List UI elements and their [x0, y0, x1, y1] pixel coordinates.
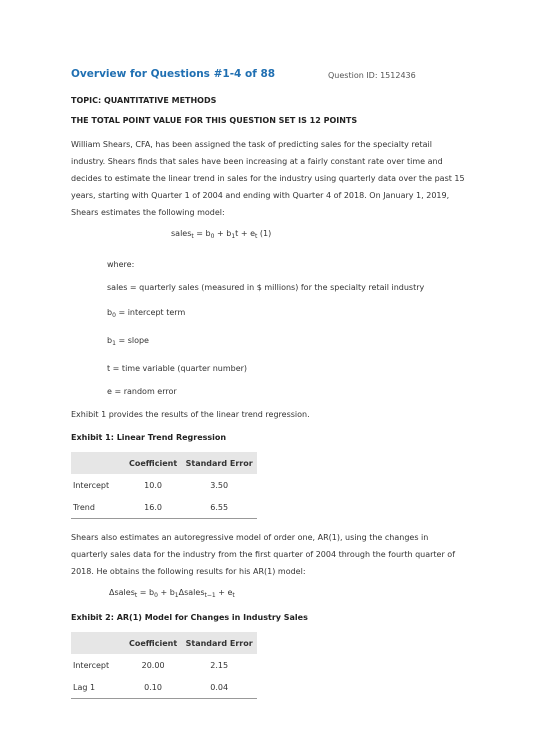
definition-e: e = random error: [107, 387, 177, 396]
exhibit1-table: [71, 452, 257, 519]
definition-b1: $b_1$ = slope: [107, 336, 149, 347]
intro-paragraph: William Shears, CFA, has been assigned the task of predicting sales for the specialty retail industry. Shears finds that sales have been increasing at a fairly constant rate over time and decides to estimate the linear trend in sales for the industry using quarterly data over the past 15 years, starting with Quarter 1 of 2004 and ending with Quarter 4 of 2018. On January 1, 2019, Shears estimates the following model:: [71, 140, 465, 217]
exhibit2-table: [71, 632, 257, 699]
header: [71, 0, 466, 96]
exhibit2-title: Exhibit 2: AR(1) Model for Changes in Industry Sales: [71, 613, 308, 622]
where-label: where:: [107, 260, 135, 269]
definition-t: t = time variable (quarter number): [107, 364, 248, 373]
points-heading: THE TOTAL POINT VALUE FOR THIS QUESTION SET IS 12 POINTS: [71, 116, 358, 125]
table-row: Lag 1 0.10 0.04: [71, 676, 257, 699]
table-row: Intercept 10.0 3.50: [73, 480, 229, 490]
document: [71, 0, 466, 699]
page-title: Overview for Questions #1-4 of 88: [71, 68, 276, 80]
exhibit1-title: Exhibit 1: Linear Trend Regression: [71, 433, 227, 442]
question-id: Question ID: 1512436: [328, 71, 416, 80]
table-row: Intercept 20.00 2.15: [73, 660, 229, 670]
table-row: Trend 16.0 6.55: [71, 496, 257, 519]
definitions: [107, 256, 466, 400]
model-equation-2: Δsales$_t$ = $b_0$ + $b_1\Delta sales_{t-1} + e_t$: [109, 588, 235, 599]
table-header-row: Coefficient Standard Error: [71, 452, 257, 474]
ar-intro-paragraph: Shears also estimates an autoregressive model of order one, AR(1), using the changes in quarterly sales data for the industry from the first quarter of 2004 through the fourth quarter of 2018. He obtains the following results for his AR(1) model:: [71, 533, 456, 576]
topic-heading: TOPIC: QUANTITATIVE METHODS: [71, 96, 217, 105]
exhibit1-intro: Exhibit 1 provides the results of the linear trend regression.: [71, 410, 310, 419]
definition-sales: sales = quarterly sales (measured in $ millions) for the specialty retail industry: [107, 283, 425, 292]
table-header-row: Coefficient Standard Error: [71, 632, 257, 654]
model-equation-1: sales$_t$ = $b_0 + b_1t + e_t$ (1): [171, 229, 272, 240]
definition-b0: $b_0$ = intercept term: [107, 308, 186, 319]
